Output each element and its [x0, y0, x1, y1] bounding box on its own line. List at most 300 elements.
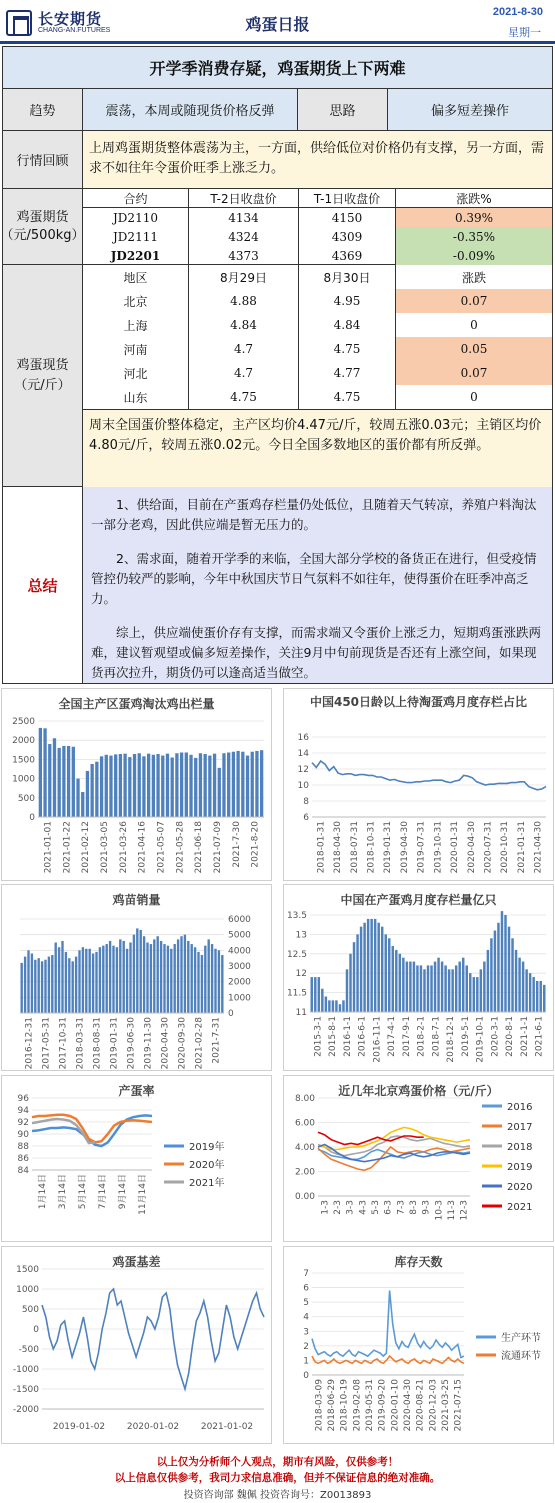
bar	[142, 756, 145, 817]
futures-header: 涨跌%	[396, 189, 552, 208]
x-tick-label: 2018-10-19	[339, 1379, 350, 1432]
summary-paragraph-3: 综上，供应端使蛋价存有支撑，而需求端又令蛋价上涨乏力，短期鸡蛋涨跌两难，建议暂观望或偏多短差操作，关注9月中旬前现货是否还有上涨空间，如果现货再次拉升，期货仍可以逢高适当做空。	[91, 625, 542, 680]
x-tick-label: 7月14日	[98, 1174, 108, 1210]
bar	[462, 958, 464, 1012]
series-line	[42, 1289, 264, 1389]
bar	[58, 748, 61, 817]
y-tick-label: 0	[33, 1325, 39, 1335]
x-tick-label: 2017-10-31	[58, 1017, 69, 1070]
bar	[34, 960, 36, 1013]
bar	[100, 756, 103, 817]
spot-d2-cell: 4.75	[299, 385, 396, 409]
bar	[321, 989, 323, 1012]
x-tick-label: 2020-3-1	[490, 1016, 501, 1057]
spot-block	[3, 265, 552, 487]
bar	[423, 969, 425, 1012]
spot-d1-cell: 4.7	[189, 361, 299, 385]
bar	[31, 953, 33, 1013]
legend-label: 生产环节	[501, 1333, 541, 1344]
y-tick-label: 13	[295, 930, 307, 941]
y-tick-label: 11.5	[286, 988, 307, 999]
spot-header: 地区	[83, 265, 189, 289]
chart-title: 近几年北京鸡蛋价格（元/斤）	[338, 1084, 499, 1098]
futures-label: 鸡蛋期货（元/500kg）	[3, 189, 83, 264]
chart-svg	[284, 689, 555, 882]
summary-label-cell	[3, 487, 83, 683]
bar	[128, 757, 131, 817]
y-tick-label: 10	[297, 781, 309, 791]
bar	[62, 746, 65, 817]
legend-label: 2016	[507, 1102, 533, 1113]
bar	[85, 949, 87, 1013]
bar	[497, 923, 499, 1012]
y-tick-label: 88	[17, 1142, 29, 1152]
idea-value: 偏多短差操作	[388, 89, 552, 130]
spot-chg-cell: 0.05	[396, 337, 552, 361]
bar	[349, 954, 351, 1012]
x-tick-label: 2018-7-1	[431, 1016, 442, 1057]
y-tick-label: 0	[228, 1009, 234, 1019]
y-tick-label: 96	[17, 1094, 29, 1104]
x-tick-label: 9-3	[421, 1200, 432, 1215]
bar	[208, 756, 211, 817]
y-tick-label: 8	[303, 797, 309, 807]
x-tick-label: 2018-04-30	[333, 821, 344, 874]
report-table	[2, 46, 553, 684]
y-tick-label: 1000	[16, 1285, 39, 1295]
bar	[191, 944, 193, 1013]
bar	[109, 756, 112, 817]
x-tick-label: 2020-01-31	[450, 821, 461, 874]
futures-t1-cell: 4369	[299, 246, 396, 265]
y-tick-label: 4	[303, 1312, 309, 1323]
x-tick-label: 2020-01-02	[126, 1422, 180, 1432]
bar	[146, 943, 148, 1014]
bar	[430, 965, 432, 1012]
bar	[126, 949, 128, 1013]
y-tick-label: 1000	[228, 993, 251, 1004]
x-tick-label: 2020-04-30	[403, 1379, 413, 1432]
bar	[402, 958, 404, 1012]
y-tick-label: 2	[303, 1341, 309, 1352]
legend-label: 2020年	[189, 1160, 225, 1171]
y-tick-label: 8.00	[294, 1094, 315, 1104]
bar	[444, 965, 446, 1012]
bar	[339, 1004, 341, 1012]
x-tick-label: 11月14日	[138, 1174, 148, 1215]
y-tick-label: 90	[17, 1130, 29, 1140]
bar	[370, 919, 372, 1012]
bar	[318, 977, 320, 1012]
bar	[92, 953, 94, 1013]
x-tick-label: 2020-04-30	[160, 1017, 171, 1070]
bar	[194, 947, 196, 1013]
y-tick-label: 0.00	[294, 1192, 315, 1202]
bar	[197, 952, 199, 1013]
x-tick-label: 2021-04-16	[137, 821, 148, 874]
y-tick-label: 1500	[12, 755, 35, 766]
bar	[65, 952, 67, 1013]
y-tick-label: 5000	[228, 930, 251, 941]
bar	[466, 965, 468, 1012]
futures-contract-cell: JD2201	[83, 246, 189, 265]
spot-chg-cell: 0.07	[396, 361, 552, 385]
bar	[515, 950, 517, 1012]
x-tick-label: 5月14日	[78, 1174, 88, 1210]
x-tick-label: 2017-9-1	[401, 1016, 412, 1057]
legend-label: 2019	[507, 1162, 533, 1173]
bar	[346, 969, 348, 1012]
spot-header: 涨跌	[461, 270, 486, 285]
review-text: 上周鸡蛋期货整体震荡为主，一方面，供给低位对价格仍有支撑，另一方面，需求不如往年令蛋价旺季上涨乏力。	[83, 131, 552, 188]
x-tick-label: 2019-11-30	[143, 1017, 154, 1070]
x-tick-label: 2018-06-29	[327, 1379, 337, 1432]
x-tick-label: 2021-6-1	[534, 1016, 545, 1057]
y-tick-label: 14	[297, 749, 309, 759]
bar	[221, 955, 223, 1013]
bar	[246, 756, 249, 817]
bar	[532, 977, 534, 1012]
futures-t2-cell: 4134	[189, 208, 299, 227]
chart-panel	[283, 884, 554, 1071]
bar	[455, 965, 457, 1012]
series-line	[318, 1127, 470, 1149]
bar	[133, 935, 135, 1013]
legend-label: 2019年	[189, 1142, 225, 1153]
y-tick-label: -500	[18, 1345, 39, 1355]
logo-subtext: CHANG-AN.FUTURES	[38, 27, 111, 34]
chart-title: 全国主产区蛋鸡淘汰鸡出栏量	[58, 697, 215, 711]
chart-svg	[2, 1247, 273, 1445]
series-line	[312, 1291, 464, 1358]
bar	[170, 949, 172, 1013]
bar	[504, 915, 506, 1012]
chart-panel	[1, 1075, 272, 1242]
x-tick-label: 3-3	[345, 1200, 356, 1215]
analyst-info: 投资咨询部 魏佩 投资咨询号：Z0013893	[183, 1490, 372, 1501]
bar	[255, 751, 258, 817]
chart-panel	[283, 1075, 554, 1242]
y-tick-label: 2.00	[294, 1167, 315, 1178]
spot-d2-cell: 4.84	[299, 313, 396, 337]
x-tick-label: 2020-09-30	[177, 1017, 188, 1070]
chart-title: 鸡蛋基差	[112, 1255, 161, 1269]
x-tick-label: 2019-10-31	[433, 821, 444, 874]
bar	[353, 942, 355, 1012]
chart-panel	[283, 1246, 554, 1444]
x-tick-label: 9月14日	[118, 1174, 128, 1210]
bar	[236, 751, 239, 817]
bar	[511, 938, 513, 1012]
bar	[232, 752, 235, 817]
chart-svg	[2, 689, 273, 882]
bar	[483, 962, 485, 1012]
x-tick-label: 2021-01-22	[62, 821, 73, 874]
legend-label: 2018	[507, 1142, 533, 1153]
chart-panel	[283, 688, 554, 881]
x-tick-label: 1月14日	[38, 1174, 48, 1210]
series-line	[312, 761, 546, 790]
bar	[208, 939, 210, 1013]
bar	[21, 963, 23, 1013]
x-tick-label: 2021-7-31	[211, 1017, 222, 1064]
y-tick-label: 6000	[228, 915, 251, 925]
y-tick-label: 7	[303, 1269, 309, 1279]
futures-chg-cell: -0.35%	[396, 227, 552, 246]
review-label: 行情回顾	[3, 131, 83, 188]
bar	[48, 744, 51, 817]
x-tick-label: 2021-03-05	[99, 821, 110, 874]
chart-svg	[2, 1076, 273, 1243]
chart-svg	[284, 1076, 555, 1243]
futures-header: 合约	[83, 189, 189, 208]
bar	[175, 753, 178, 817]
bar	[476, 977, 478, 1012]
bar	[106, 944, 108, 1013]
futures-t2-cell: 4373	[189, 246, 299, 265]
x-tick-label: 2019-01-02	[52, 1422, 106, 1432]
chart-panel	[1, 688, 272, 881]
bar	[374, 919, 376, 1012]
x-tick-label: 2021-05-07	[156, 821, 167, 874]
x-tick-label: 2016-12-31	[24, 1017, 35, 1070]
spot-chg-cell: 0.07	[396, 289, 552, 313]
bar	[78, 950, 80, 1013]
bar	[81, 792, 84, 817]
bar	[451, 969, 453, 1012]
trend-value: 震荡，本周或随现货价格反弹	[83, 89, 298, 130]
bar	[136, 928, 138, 1013]
spot-d1-cell: 4.84	[189, 313, 299, 337]
x-tick-label: 2015-3-1	[313, 1016, 324, 1057]
y-tick-label: 1	[303, 1356, 309, 1367]
bar	[529, 973, 531, 1012]
x-tick-label: 1-3	[320, 1200, 331, 1215]
bar	[58, 947, 60, 1013]
spot-header: 8月29日	[189, 265, 299, 289]
legend-label: 2020	[507, 1182, 533, 1193]
bar	[360, 927, 362, 1012]
y-tick-label: 6	[303, 1283, 309, 1294]
bar	[518, 958, 520, 1012]
bar	[174, 944, 176, 1013]
x-tick-label: 6-3	[383, 1200, 394, 1215]
bar	[147, 754, 150, 817]
y-tick-label: 92	[17, 1118, 29, 1128]
review-row	[3, 131, 552, 189]
x-tick-label: 2020-12-03	[428, 1379, 439, 1432]
trend-row	[3, 89, 552, 131]
bar	[38, 958, 40, 1013]
y-tick-label: 6.00	[294, 1118, 315, 1129]
y-tick-label: 3	[303, 1327, 309, 1338]
bar	[167, 946, 169, 1013]
bar	[53, 738, 56, 817]
x-tick-label: 2019-5-1	[460, 1016, 471, 1057]
bar	[218, 768, 221, 817]
bar	[222, 753, 225, 817]
bar	[51, 955, 53, 1013]
x-tick-label: 2016-6-1	[357, 1016, 368, 1057]
y-tick-label: 16	[297, 733, 309, 743]
series-line	[318, 1147, 470, 1170]
x-tick-label: 2018-10-31	[366, 821, 377, 874]
bar	[150, 944, 152, 1013]
x-tick-label: 2021-04-30	[533, 821, 544, 874]
y-tick-label: 2000	[12, 736, 35, 747]
bar	[241, 752, 244, 817]
x-tick-label: 2015-8-1	[328, 1016, 339, 1057]
y-tick-label: 13.5	[286, 911, 307, 921]
bar	[55, 943, 57, 1014]
bar	[480, 969, 482, 1012]
bar	[494, 931, 496, 1012]
futures-header: T-2日收盘价	[189, 189, 299, 208]
bar	[43, 728, 46, 817]
futures-header: T-1日收盘价	[299, 189, 396, 208]
spot-header: 8月30日	[299, 265, 396, 289]
bar	[140, 930, 142, 1013]
x-tick-label: 2021-07-15	[453, 1379, 464, 1432]
spot-d2-cell: 4.95	[299, 289, 396, 313]
x-tick-label: 2021-03-26	[118, 821, 129, 874]
bar	[381, 927, 383, 1012]
x-tick-label: 8-3	[409, 1200, 419, 1215]
summary-text	[83, 487, 552, 683]
headline: 开学季消费存疑，鸡蛋期货上下两难	[3, 47, 552, 89]
futures-t1-cell: 4309	[299, 227, 396, 246]
bar	[342, 1000, 344, 1012]
bar	[441, 962, 443, 1012]
x-tick-label: 2018-2-1	[416, 1016, 427, 1057]
bar	[48, 957, 50, 1013]
bar	[199, 753, 202, 817]
x-tick-label: 2019-06-30	[126, 1017, 137, 1070]
bar	[119, 754, 122, 817]
bar	[377, 923, 379, 1012]
futures-block	[0, 189, 552, 265]
bar	[543, 985, 545, 1012]
bar	[166, 754, 169, 817]
chart-svg	[284, 1247, 555, 1445]
spot-region-cell: 北京	[83, 289, 189, 313]
bar	[501, 911, 503, 1012]
x-tick-label: 2019-04-30	[399, 821, 410, 874]
bar	[90, 764, 93, 817]
spot-note: 周末全国蛋价整体稳定，主产区均价4.47元/斤，较周五涨0.03元；主销区均价4.80元/斤，较周五涨0.02元。今日全国多数地区的蛋价都有所反弹。	[83, 409, 552, 487]
spot-d1-cell: 4.75	[189, 385, 299, 409]
spot-region-cell: 河北	[83, 361, 189, 385]
futures-contract-cell: JD2111	[83, 227, 189, 246]
spot-chg-cell: 0	[470, 390, 478, 404]
disclaimer-2: 以上信息仅供参考，我司力求信息准确，但并不保证信息的绝对准确。	[114, 1472, 441, 1484]
spot-region-cell: 上海	[83, 313, 189, 337]
y-tick-label: 0	[303, 1371, 309, 1381]
chart-title: 鸡苗销量	[112, 893, 161, 907]
x-tick-label: 2018-08-31	[92, 1017, 103, 1070]
bar	[522, 962, 524, 1012]
bar	[89, 949, 91, 1013]
x-tick-label: 2019-01-31	[383, 821, 394, 874]
bar	[388, 938, 390, 1012]
y-tick-label: 12	[297, 765, 309, 775]
x-tick-label: 2019-07-31	[416, 821, 427, 874]
bar	[160, 941, 162, 1013]
x-tick-label: 2020-8-1	[505, 1016, 516, 1057]
bar	[119, 939, 121, 1013]
bar	[251, 752, 254, 817]
chart-panel	[1, 1246, 272, 1444]
x-tick-label: 2021-07-09	[212, 821, 223, 874]
bar	[332, 1000, 334, 1012]
futures-t1-cell: 4150	[299, 208, 396, 227]
x-tick-label: 5-3	[371, 1200, 381, 1215]
bar	[458, 962, 460, 1012]
spot-chg-cell: 0	[470, 318, 478, 332]
y-tick-label: 86	[17, 1154, 29, 1164]
bar	[314, 977, 316, 1012]
bar	[469, 973, 471, 1012]
x-tick-label: 2019-01-31	[109, 1017, 120, 1070]
bar	[367, 919, 369, 1012]
bar	[153, 939, 155, 1013]
bar	[116, 947, 118, 1013]
bar	[133, 754, 136, 817]
bar	[406, 962, 408, 1012]
bar	[68, 958, 70, 1013]
bar	[490, 938, 492, 1012]
futures-table	[83, 189, 552, 264]
spot-d1-cell: 4.7	[189, 337, 299, 361]
spot-table	[83, 265, 552, 409]
bar	[61, 941, 63, 1013]
x-tick-label: 2018-03-31	[75, 1017, 86, 1070]
spot-d1-cell: 4.88	[189, 289, 299, 313]
chart-title: 产蛋率	[118, 1084, 155, 1098]
x-tick-label: 2020-08-21	[415, 1379, 426, 1432]
bar	[473, 977, 475, 1012]
y-tick-label: -1000	[12, 1365, 39, 1375]
x-tick-label: 2016-11-1	[372, 1016, 383, 1063]
y-tick-label: -2000	[12, 1405, 39, 1415]
spot-d2-cell: 4.75	[299, 337, 396, 361]
bar	[44, 960, 46, 1013]
disclaimer-1: 以上仅为分析师个人观点，期市有风险，仅供参考！	[156, 1456, 399, 1468]
logo-text: 长安期货	[38, 10, 103, 28]
trend-label: 趋势	[3, 89, 83, 130]
x-tick-label: 2019-02-08	[352, 1379, 363, 1432]
bar	[27, 950, 29, 1013]
futures-contract-cell: JD2110	[83, 208, 189, 227]
bar	[335, 1000, 337, 1012]
y-tick-label: 0	[29, 813, 35, 823]
spot-d2-cell: 4.77	[299, 361, 396, 385]
bar	[363, 923, 365, 1012]
report-title: 鸡蛋日报	[245, 15, 310, 34]
bar	[399, 954, 401, 1012]
y-tick-label: 12	[295, 969, 307, 980]
x-tick-label: 2018-12-1	[446, 1016, 457, 1063]
x-tick-label: 2020-07-31	[483, 821, 494, 874]
summary-row	[3, 487, 552, 683]
spot-region-cell: 河南	[83, 337, 189, 361]
x-tick-label: 2021-1-1	[519, 1016, 530, 1057]
futures-t2-cell: 4324	[189, 227, 299, 246]
x-tick-label: 7-3	[396, 1200, 407, 1215]
x-tick-label: 2-3	[333, 1200, 343, 1215]
x-tick-label: 2021-01-02	[200, 1422, 254, 1432]
bar	[194, 758, 197, 817]
